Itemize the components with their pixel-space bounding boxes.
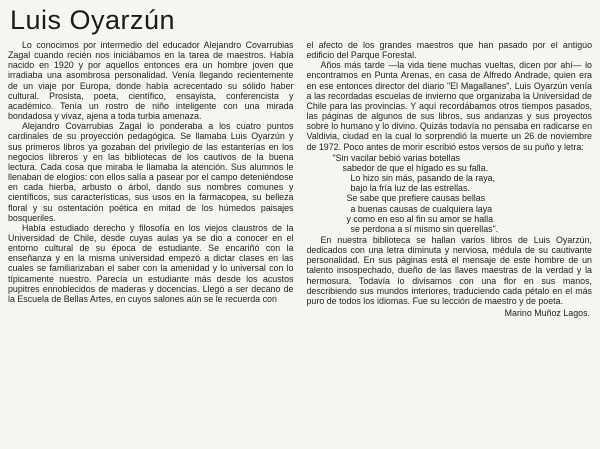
paragraph-intro: Lo conocimos por intermedio del educador Alejandro Covarrubias Zagal cuando recién nos iniciábamos en la tarea de maestros. Había nacido en 1920 y por aquellos entonces era un hombre joven que irradiaba una asombrosa personalidad. Venía llegando recientemente de un viaje por Europa, donde había acrecentado su sólido haber cultural. Prosista, poeta, científico, ensayista, conferencista y académico. Tenía un rostro de niño inteligente con una mirada bondadosa y vivaz, ajena a toda turbia amenaza. <box>8 40 294 122</box>
article-title: Luis Oyarzún <box>10 5 176 35</box>
author-signature: Marino Muñoz Lagos. <box>504 308 590 319</box>
poem-line: "Sin vacilar bebió varias botellas <box>332 152 460 163</box>
paragraph-punta-arenas: Años más tarde —la vida tiene muchas vueltas, dicen por ahí— lo encontramos en Punta Arenas, en casa de Alfredo Andrade, quien era en ese entonces director del diario "El Magallanes". Luis Oyarzún venía a las recordadas escuelas de invierno que organizaba la Universidad de Chile para las provincias. Y aquí recordábamos otros tiempos pasados, las páginas de algunos de sus libros, sus andanzas y sus proyectos sobre lo humano y lo divino. Quizás todavía no pensaba en radicarse en Valdivia, ciudad en la cual lo sorprendió la muerte un 26 de noviembre de 1972. Poco antes de morir escribió estos versos de su puño y letra: <box>306 60 592 152</box>
poem-line: y como en eso al fin su amor se halla <box>346 213 494 224</box>
paragraph-covarrubias: Alejandro Covarrubias Zagal lo ponderaba a los cuatro puntos cardinales de su proyección pedagógica. Se llamaba Luis Oyarzún y sus primeros libros ya gozaban del privilegio de las estanterías en los negocios libreros y en las bibliotecas de los cautivos de la buena lectura. Cada cosa que miraba le llamaba la atención. Sus alumnos le llenaban de elogios: con ellos salía a pasear por el campo deteniéndose en cada hierba, arbusto o árbol, dando sus nombres comunes y científicos, sus características, sus usos en la farmacopea, su belleza floral y su ostentación poética en mitad de los húmedos paisajes bosqueriles. <box>8 121 294 223</box>
poem-line: bajo la fría luz de las estrellas. <box>350 183 470 194</box>
right-column <box>307 40 593 318</box>
article-columns <box>8 40 592 318</box>
poem-line: sabedor de que el hígado es su falla. <box>342 162 489 173</box>
poem-line: se perdona a sí mismo sin querellas". <box>350 223 499 234</box>
paragraph-university: Había estudiado derecho y filosofía en los viejos claustros de la Universidad de Chile, desde cuyas aulas ya se dio a conocer en el entorno cultural de su época de estudiante. Se encariñó con la enseñanza y en la misma universidad empezó a dictar clases en las cuales se familiarizaban el saber con la amenidad y lo universal con lo típicamente nuestro. Parecía un estudiante más desde los acustos pupitres ennoblecidos de maderas y docencias. Llegó a ser decano de la Escuela de Bellas Artes, en cuyos salones aún se le recuerda con <box>8 222 294 304</box>
poem <box>333 153 593 234</box>
left-column <box>8 40 294 318</box>
poem-line: Se sabe que prefiere causas bellas <box>346 193 486 204</box>
paragraph-library: En nuestra biblioteca se hallan varios libros de Luis Oyarzún, dedicados con una letra diminuta y nerviosa, médula de su cautivante personalidad. En sus páginas está el mensaje de este hombre de un talento insospechado, dueño de las llaves maestras de la verdad y la hermosura. Todavía lo divisamos con una flor en sus manos, describiendo sus mundos interiores, traduciendo cada pétalo en el más puro de todos los idiomas. Fue su lección de maestro y de poeta. <box>306 234 592 306</box>
poem-line: a buenas causas de cualquiera laya <box>350 203 493 214</box>
paragraph-continuation: el afecto de los grandes maestros que han pasado por el antiguo edificio del Parque Forestal. <box>306 40 592 61</box>
poem-line: Lo hizo sin más, pasando de la raya, <box>350 173 496 184</box>
